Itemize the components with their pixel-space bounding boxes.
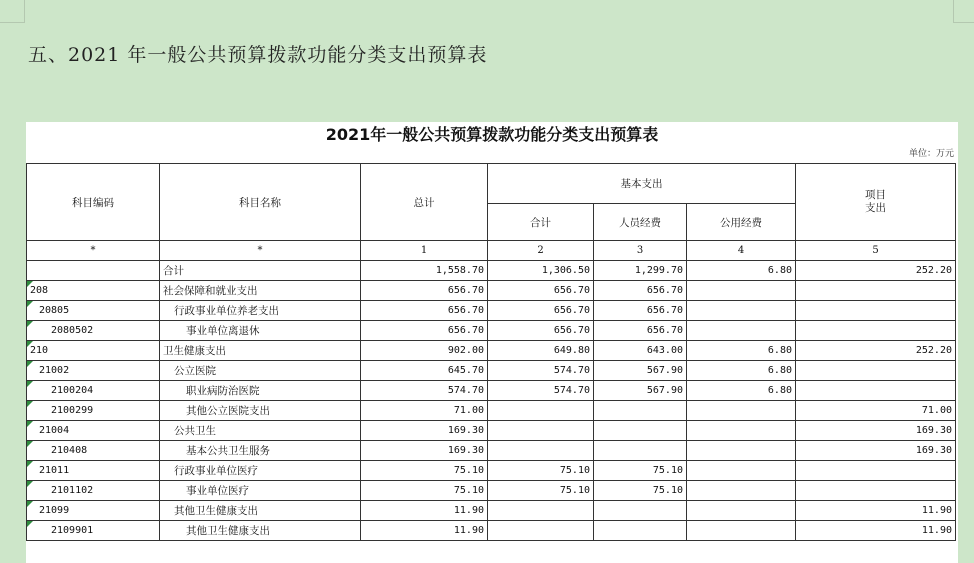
cell-project: 71.00	[796, 401, 956, 421]
cell-total: 75.10	[361, 461, 488, 481]
cell-basic-total: 75.10	[488, 481, 594, 501]
cell-personnel	[594, 401, 687, 421]
cell-project	[796, 321, 956, 341]
cell-basic-total: 656.70	[488, 301, 594, 321]
cell-total: 656.70	[361, 301, 488, 321]
cell-code: 21004	[27, 421, 160, 441]
cell-personnel	[594, 501, 687, 521]
index-cell: 4	[687, 241, 796, 261]
cell-name: 卫生健康支出	[160, 341, 361, 361]
cell-name: 事业单位医疗	[160, 481, 361, 501]
cell-personnel: 1,299.70	[594, 261, 687, 281]
page-corner-mark-left	[0, 0, 25, 23]
cell-total: 169.30	[361, 441, 488, 461]
budget-sheet	[26, 122, 958, 563]
table-row	[27, 501, 956, 521]
table-row	[27, 481, 956, 501]
cell-project: 11.90	[796, 501, 956, 521]
cell-name: 基本公共卫生服务	[160, 441, 361, 461]
cell-public	[687, 441, 796, 461]
table-row	[27, 281, 956, 301]
cell-code: 2109901	[27, 521, 160, 541]
cell-name: 其他卫生健康支出	[160, 521, 361, 541]
cell-personnel: 656.70	[594, 321, 687, 341]
cell-project	[796, 361, 956, 381]
cell-name: 职业病防治医院	[160, 381, 361, 401]
cell-name: 合计	[160, 261, 361, 281]
cell-public: 6.80	[687, 341, 796, 361]
table-row	[27, 461, 956, 481]
cell-personnel: 656.70	[594, 281, 687, 301]
cell-basic-total	[488, 521, 594, 541]
header-basic: 基本支出	[488, 164, 796, 204]
cell-public	[687, 401, 796, 421]
cell-public: 6.80	[687, 261, 796, 281]
header-total: 总计	[361, 164, 488, 241]
page-corner-mark-right	[953, 0, 974, 23]
cell-personnel: 75.10	[594, 481, 687, 501]
index-cell: 5	[796, 241, 956, 261]
cell-code: 21002	[27, 361, 160, 381]
table-row	[27, 521, 956, 541]
cell-public	[687, 521, 796, 541]
sheet-title: 2021年一般公共预算拨款功能分类支出预算表	[325, 125, 659, 144]
cell-public	[687, 301, 796, 321]
cell-code: 208	[27, 281, 160, 301]
cell-code: 20805	[27, 301, 160, 321]
cell-public	[687, 461, 796, 481]
cell-code: 21011	[27, 461, 160, 481]
cell-name: 其他卫生健康支出	[160, 501, 361, 521]
cell-basic-total: 656.70	[488, 321, 594, 341]
cell-project	[796, 381, 956, 401]
cell-code: 2080502	[27, 321, 160, 341]
cell-code: 210408	[27, 441, 160, 461]
cell-total: 11.90	[361, 501, 488, 521]
cell-project	[796, 461, 956, 481]
cell-total: 169.30	[361, 421, 488, 441]
cell-code: 2101102	[27, 481, 160, 501]
cell-project	[796, 281, 956, 301]
cell-public	[687, 421, 796, 441]
table-row	[27, 301, 956, 321]
cell-total: 71.00	[361, 401, 488, 421]
header-basic-total: 合计	[488, 204, 594, 241]
index-cell: *	[160, 241, 361, 261]
cell-name: 社会保障和就业支出	[160, 281, 361, 301]
header-name: 科目名称	[160, 164, 361, 241]
cell-name: 行政事业单位养老支出	[160, 301, 361, 321]
cell-basic-total: 574.70	[488, 381, 594, 401]
cell-total: 1,558.70	[361, 261, 488, 281]
cell-public	[687, 501, 796, 521]
cell-public: 6.80	[687, 381, 796, 401]
table-row	[27, 341, 956, 361]
table-row	[27, 321, 956, 341]
document-heading: 五、2021 年一般公共预算拨款功能分类支出预算表	[28, 44, 488, 66]
index-cell: 1	[361, 241, 488, 261]
cell-personnel: 567.90	[594, 381, 687, 401]
cell-name: 公共卫生	[160, 421, 361, 441]
cell-basic-total: 649.80	[488, 341, 594, 361]
cell-basic-total	[488, 401, 594, 421]
cell-project: 169.30	[796, 421, 956, 441]
cell-basic-total: 75.10	[488, 461, 594, 481]
cell-public: 6.80	[687, 361, 796, 381]
cell-basic-total	[488, 421, 594, 441]
table-row	[27, 401, 956, 421]
cell-project	[796, 481, 956, 501]
cell-personnel	[594, 521, 687, 541]
cell-project: 252.20	[796, 261, 956, 281]
cell-basic-total: 1,306.50	[488, 261, 594, 281]
index-cell: 2	[488, 241, 594, 261]
cell-project	[796, 301, 956, 321]
cell-personnel	[594, 441, 687, 461]
table-row	[27, 361, 956, 381]
cell-name: 事业单位离退休	[160, 321, 361, 341]
cell-code: 2100204	[27, 381, 160, 401]
index-cell: *	[27, 241, 160, 261]
cell-personnel	[594, 421, 687, 441]
cell-code: 2100299	[27, 401, 160, 421]
cell-personnel: 567.90	[594, 361, 687, 381]
header-personnel: 人员经费	[594, 204, 687, 241]
cell-basic-total: 574.70	[488, 361, 594, 381]
cell-name: 公立医院	[160, 361, 361, 381]
table-row	[27, 441, 956, 461]
cell-personnel: 656.70	[594, 301, 687, 321]
cell-total: 645.70	[361, 361, 488, 381]
header-public: 公用经费	[687, 204, 796, 241]
cell-code: 210	[27, 341, 160, 361]
cell-project: 169.30	[796, 441, 956, 461]
cell-public	[687, 321, 796, 341]
cell-public	[687, 481, 796, 501]
cell-public	[687, 281, 796, 301]
cell-total: 11.90	[361, 521, 488, 541]
cell-name: 行政事业单位医疗	[160, 461, 361, 481]
header-code: 科目编码	[27, 164, 160, 241]
header-project: 项目 支出	[796, 164, 956, 241]
cell-project: 11.90	[796, 521, 956, 541]
table-row	[27, 261, 956, 281]
table-row	[27, 421, 956, 441]
index-cell: 3	[594, 241, 687, 261]
cell-basic-total	[488, 501, 594, 521]
cell-project: 252.20	[796, 341, 956, 361]
cell-total: 902.00	[361, 341, 488, 361]
cell-total: 656.70	[361, 281, 488, 301]
cell-basic-total	[488, 441, 594, 461]
unit-label: 单位：万元	[908, 149, 954, 159]
cell-total: 75.10	[361, 481, 488, 501]
cell-code	[27, 261, 160, 281]
cell-basic-total: 656.70	[488, 281, 594, 301]
budget-table	[26, 163, 956, 541]
cell-personnel: 643.00	[594, 341, 687, 361]
cell-code: 21099	[27, 501, 160, 521]
table-row	[27, 381, 956, 401]
cell-total: 656.70	[361, 321, 488, 341]
cell-personnel: 75.10	[594, 461, 687, 481]
cell-total: 574.70	[361, 381, 488, 401]
cell-name: 其他公立医院支出	[160, 401, 361, 421]
